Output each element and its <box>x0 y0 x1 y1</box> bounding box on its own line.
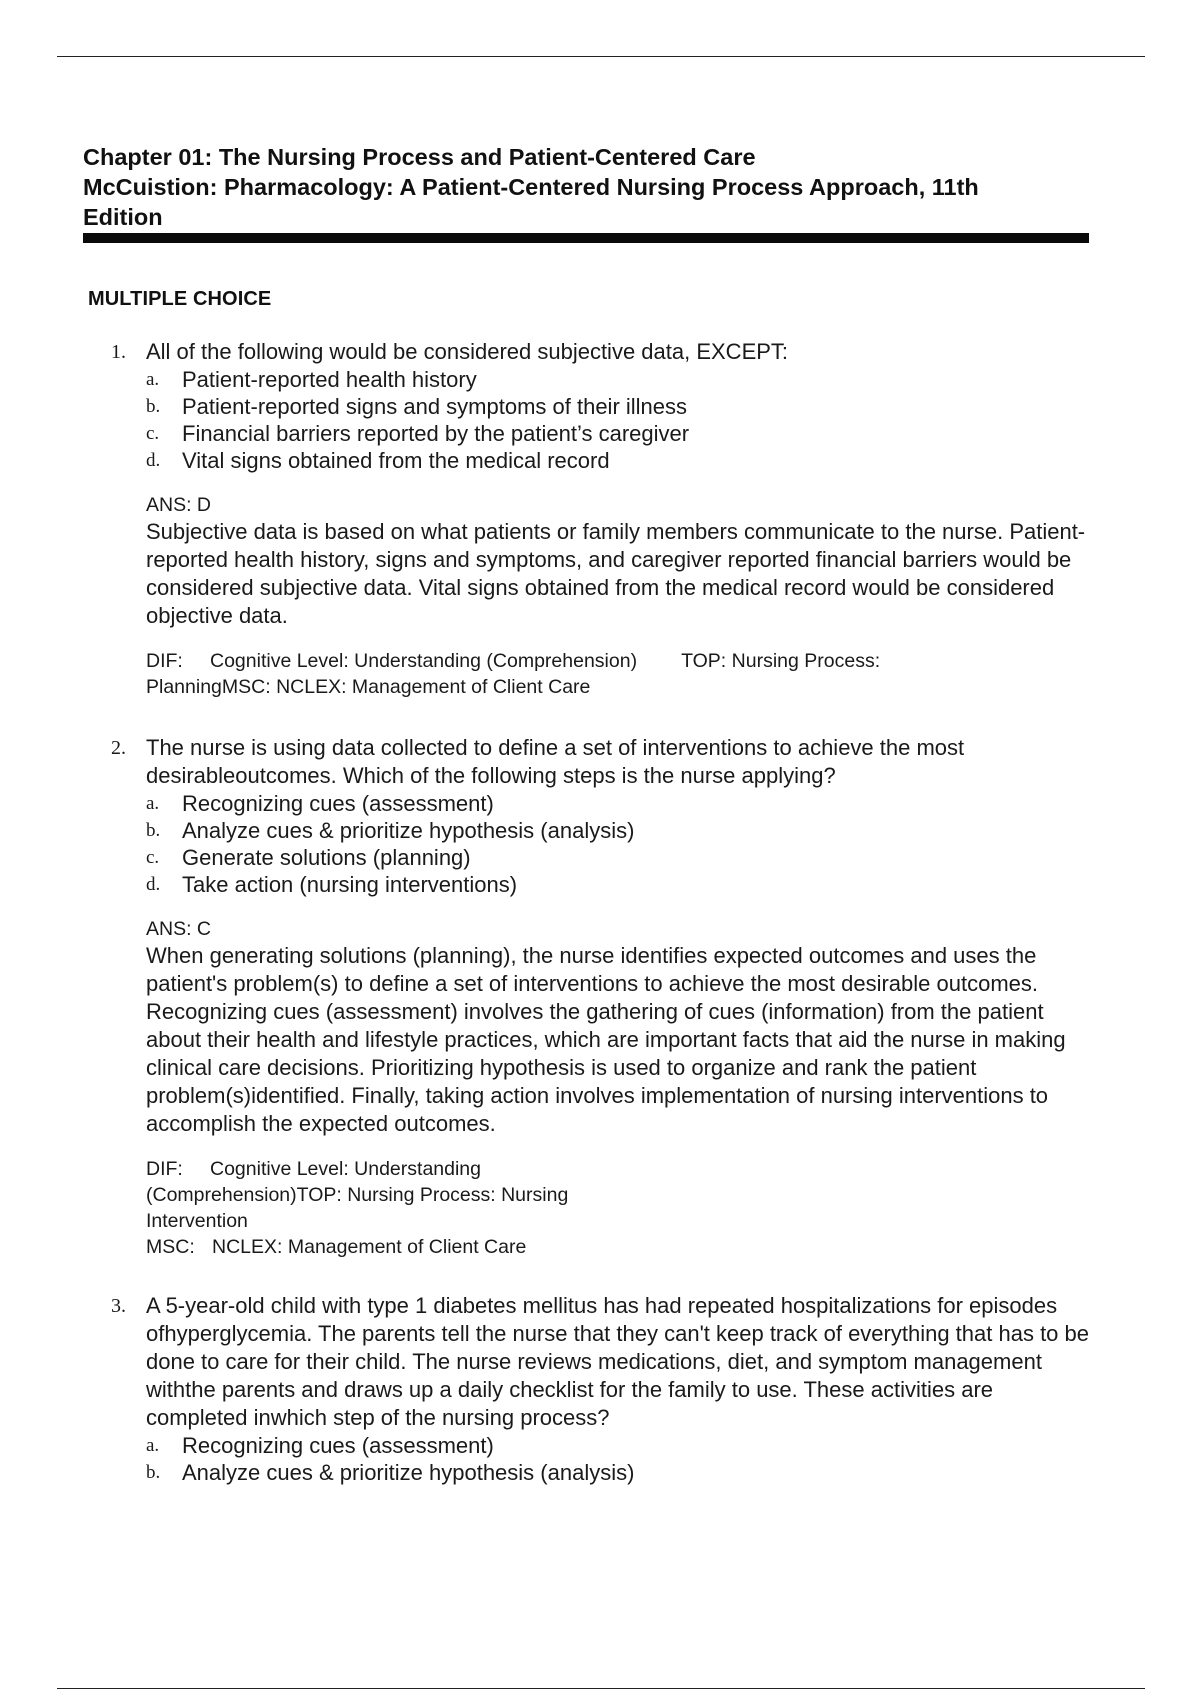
answer-option <box>0 1459 1200 1486</box>
header-divider <box>83 233 1089 243</box>
answer-option <box>0 871 1200 898</box>
answer-option <box>0 817 1200 844</box>
option-text: Generate solutions (planning) <box>182 845 471 870</box>
question-text: A 5-year-old child with type 1 diabetes mellitus has had repeated hospitalizations for episodes ofhyperglycemia. The parents tell the nurse that they can't keep track of everything that has to be done to care for their child. The nurse reviews medications, diet, and symptom management withthe parents and draws up a daily checklist for the family to use. These activities are completed inwhich step of the nursing process? <box>146 1293 1090 1430</box>
option-text: Take action (nursing interventions) <box>182 872 518 897</box>
answer-option <box>0 447 1200 474</box>
option-letter: a. <box>146 369 160 390</box>
dif-label: DIF: <box>146 650 183 672</box>
answer-block <box>0 492 1086 630</box>
question-number: 1. <box>111 341 126 363</box>
question-3 <box>0 1292 1200 1486</box>
question-text: All of the following would be considered subjective data, EXCEPT: <box>146 339 789 364</box>
option-text: Vital signs obtained from the medical record <box>182 448 610 473</box>
document-header <box>83 142 1093 232</box>
option-text: Financial barriers reported by the patient’s caregiver <box>182 421 690 446</box>
section-title: MULTIPLE CHOICE <box>88 288 272 310</box>
answer-rationale: When generating solutions (planning), the nurse identifies expected outcomes and uses the patient's problem(s) to define a set of interventions to achieve the most desirable outcomes. Recognizing cues (assessment) involves the gathering of cues (information) from the patient about their health and lifestyle practices, which are important facts that aid the nurse in making clinical care decisions. Prioritizing hypothesis is used to organize and rank the patient problem(s)identified. Finally, taking action involves implementation of nursing interventions to accomplish the expected outcomes. <box>146 943 1066 1136</box>
answer-key: ANS: D <box>146 494 212 516</box>
chapter-title: Chapter 01: The Nursing Process and Patient-Centered Care <box>83 144 756 170</box>
option-letter: a. <box>146 1435 160 1456</box>
question-text: The nurse is using data collected to define a set of interventions to achieve the most desirableoutcomes. Which of the following steps is the nurse applying? <box>146 735 965 788</box>
dif-value: Cognitive Level: Understanding <box>210 1158 482 1180</box>
option-letter: c. <box>146 847 160 868</box>
book-edition: Edition <box>83 204 163 230</box>
option-letter: b. <box>146 820 161 841</box>
bottom-rule <box>57 1688 1145 1689</box>
question-1 <box>0 338 1200 700</box>
answer-option <box>0 366 1200 393</box>
option-text: Recognizing cues (assessment) <box>182 1433 494 1458</box>
option-letter: a. <box>146 793 160 814</box>
option-text: Recognizing cues (assessment) <box>182 791 494 816</box>
option-letter: d. <box>146 874 161 895</box>
metadata-line: Intervention <box>146 1210 248 1232</box>
answer-option <box>0 393 1200 420</box>
dif-label: DIF: <box>146 1158 183 1180</box>
metadata-line: (Comprehension)TOP: Nursing Process: Nursing <box>146 1184 569 1206</box>
answer-option <box>0 790 1200 817</box>
answer-option <box>0 844 1200 871</box>
answer-block <box>0 916 1086 1138</box>
answer-option <box>0 420 1200 447</box>
option-letter: c. <box>146 423 160 444</box>
option-text: Analyze cues & prioritize hypothesis (analysis) <box>182 1460 635 1485</box>
dif-value: Cognitive Level: Understanding (Comprehension) <box>210 650 638 672</box>
question-stem <box>0 1292 1090 1432</box>
msc-value: NCLEX: Management of Client Care <box>212 1236 527 1258</box>
msc-label: MSC: <box>146 1236 195 1258</box>
answer-rationale: Subjective data is based on what patients or family members communicate to the nurse. Patient-reported health history, signs and symptoms, and caregiver reported financial barriers would be considered subjective data. Vital signs obtained from the medical record would be considered objective data. <box>146 519 1086 628</box>
question-stem <box>0 734 1090 790</box>
question-metadata <box>0 1156 1200 1260</box>
option-letter: b. <box>146 396 161 417</box>
question-metadata <box>0 648 1200 700</box>
question-number: 3. <box>111 1295 126 1317</box>
option-text: Analyze cues & prioritize hypothesis (analysis) <box>182 818 635 843</box>
option-text: Patient-reported signs and symptoms of their illness <box>182 394 688 419</box>
question-stem <box>0 338 1090 366</box>
answer-option <box>0 1432 1200 1459</box>
question-number: 2. <box>111 737 126 759</box>
option-letter: d. <box>146 450 161 471</box>
option-text: Patient-reported health history <box>182 367 477 392</box>
question-2 <box>0 734 1200 1260</box>
top-label: TOP: <box>681 650 727 672</box>
top-value: Nursing Process: <box>731 650 881 672</box>
option-letter: b. <box>146 1462 161 1483</box>
top-rule <box>57 56 1145 57</box>
book-title: McCuistion: Pharmacology: A Patient-Centered Nursing Process Approach, 11th <box>83 174 979 200</box>
answer-key: ANS: C <box>146 918 212 940</box>
metadata-line: PlanningMSC: NCLEX: Management of Client Care <box>146 676 591 698</box>
